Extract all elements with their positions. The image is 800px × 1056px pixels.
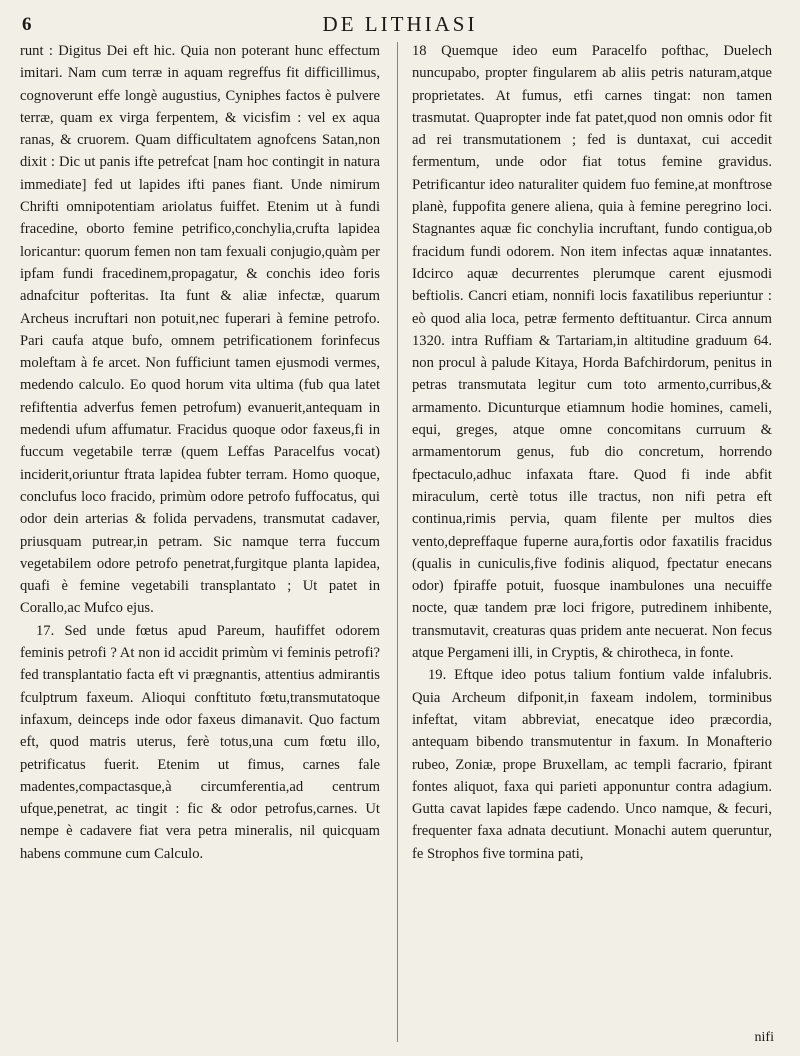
page-title: DE LITHIASI: [322, 12, 478, 36]
running-header: [0, 10, 800, 38]
paragraph: 18 Quemque ideo eum Paracelfo pofthac, Duelech nuncupabo, propter fingularem ab aliis petris naturam,atque proprietates. At fumus, etfi carnes tingat: non tamen trasmutat. Quapropter inde fat patet,quod non omnis odor fit ad rei transmutationem ; fed is duntaxat, cui accedit fermentum, unde odor fiat totus feminе gravidus. Petrificantur ideo naturaliter quidem fuo femine,at monftrose planè, fuppofita genere aliena, quia à femine peregrino loci. Stagnantes aquæ fic conchylia incruftant, fundo contigua,ob fracidum fundi odorem. Non item infectas aquæ innatantes. Idcirco aquæ decurrentes plerumque carent ejusmodi beftiolis. Cancri etiam, nonnifi locis faxatilibus reperiuntur : eò quod alia loca, petræ fermento deftituantur. Circa annum 1320. intra Ruffiam & Tartariam,in altitudine graduum 64. non procul à palude Kitaya, Horda Bafchirdorum, penitus in petras transmutata legitur cum toto armento,curribus,& armamento. Dicunturque etiamnum hodie homines, cameli, equi, greges, atque omne concomitans curruum & armamentorum genus, fub dio concretum, horrendo fpectaculo,adhuc infaxata ftare. Quod fi inde abfit miraculum, certè totus ille tractus, non nifi petra eft continua,rimis pervia, quam filente per multos dies vento,depreffaque fuperne aura,fortis odor faxatilis fracidus (qualis in cuniculis,five fodinis aliquod, fpectatur enecans odor) fpiraffe potuit, fuosque inambulones una necuiffe nocte, quæ tandem præ loci frigore, putredinem inhibente, transmutavit, creaturas quas pridem ante necuerat. Non fecus atque Pergameni illi, in Cryptis, & chirotheca, in fonte.: [412, 43, 772, 662]
paragraph: runt : Digitus Dei eft hic. Quia non poterant hunc effectum imitari. Nam cum terræ in aquam regreffus fit difficillimus, cognoverunt effe longè augustius, Cyniphes factos è pulvere terræ, quam ex virga ferpentem, & vicisfim : vel ex aqua ranas, & cruorem. Quam difficultatem agnofcens Satan,non dixit : Dic ut panis ifte petrefcat [nam hoc contingit in natura immediate] fed ut lapides ifti panes fiant. Unde nimirum Chrifti omnipotentiam ariolatus fuiffet. Etenim ut à fundi fracedine, oborto feminе petrifico,conchylia,crufta lapidea loricantur: quorum femen non tam fexuali conjugio,quàm per ipfam fundi fracedinem,propagatur, & conchis ideo foris adnafcitur pofteritas. Ita funt & aliæ infectæ, quarum Archeus incruftari non potuit,nec fuperari à femine petrofo. Pari caufa atque bufo, omnem petrificationem forinfecus moleftam à fe arcet. Non fufficiunt tamen ejusmodi vermes, medendo calculo. Eo quod horum vita ultima (fub qua latet refiftentia adverfus femen petrofum) evanuerit,antequam in medendi ufum affumatur. Fracidus quoque odor faxeus,fi in fuccum vegetabile terræ (quem Leffas Paracelfus vocat) inciderit,oriuntur ftrata lapidea fubter terram. Homo quoque, conclufus loco fracido, primùm odore petrofo fuffocatus, qui odor dein arterias & folida pervadens, transmutat cadaver, priusquam putrear,in petram. Sic namque terra fuccum vegetabilem odore petrofo penetrat,furgitque planta lapidea, quafi è femine vegetabili transplantato ; Ut patet in Corallo,ac Mufco ejus.: [20, 43, 380, 617]
right-column: [412, 40, 772, 865]
paragraph: 17. Sed unde fœtus apud Pareum, haufiffet odorem feminis petrofi ? At non id accidit primùm vi feminis petrofi? fed transplantatio facta eft vi prægnantis, attentius admirantis fculptrum faxeum. Alioqui conftituto fœtu,transmutatoque infaxum, deinceps inde odor faxeus dimanavit. Quo factum eft, quod matris uterus, ferè totus,una cum fœtu illo, petrificatus fuerit. Etenim ut fimus, carnes fale madentes,compactasque,à circumferentia,ad centrum ufque,penetrat, ac tingit : fic & odor petrofus,carnes. Ut nempe è cadavere fiat vera petra mineralis, nil quicquam habens commune cum Calculo.: [20, 622, 380, 862]
left-column: [20, 40, 380, 865]
paragraph: 19. Eftque ideo potus talium fontium valde infalubris. Quia Archeum difponit,in faxeam indolem, torminibus infeftat, vitam abbreviat, enecatque ideo præcordia, antequam bibendo transmutentur in faxum. In Monafterio rubeo, Zoniæ, prope Bruxellam, ac templi facrario, fpirant fontes aliquot, faxa qui parieti apponuntur contra adagium. Gutta cavat lapides fæpe cadendo. Unco namque, & fecuri, frequenter faxa adnata decutiunt. Monachi autem queruntur, fe Strophos five tormina pati,: [412, 667, 772, 862]
page-number: 6: [22, 14, 32, 35]
catchword: nifi: [754, 1030, 774, 1045]
column-divider: [397, 42, 398, 1042]
